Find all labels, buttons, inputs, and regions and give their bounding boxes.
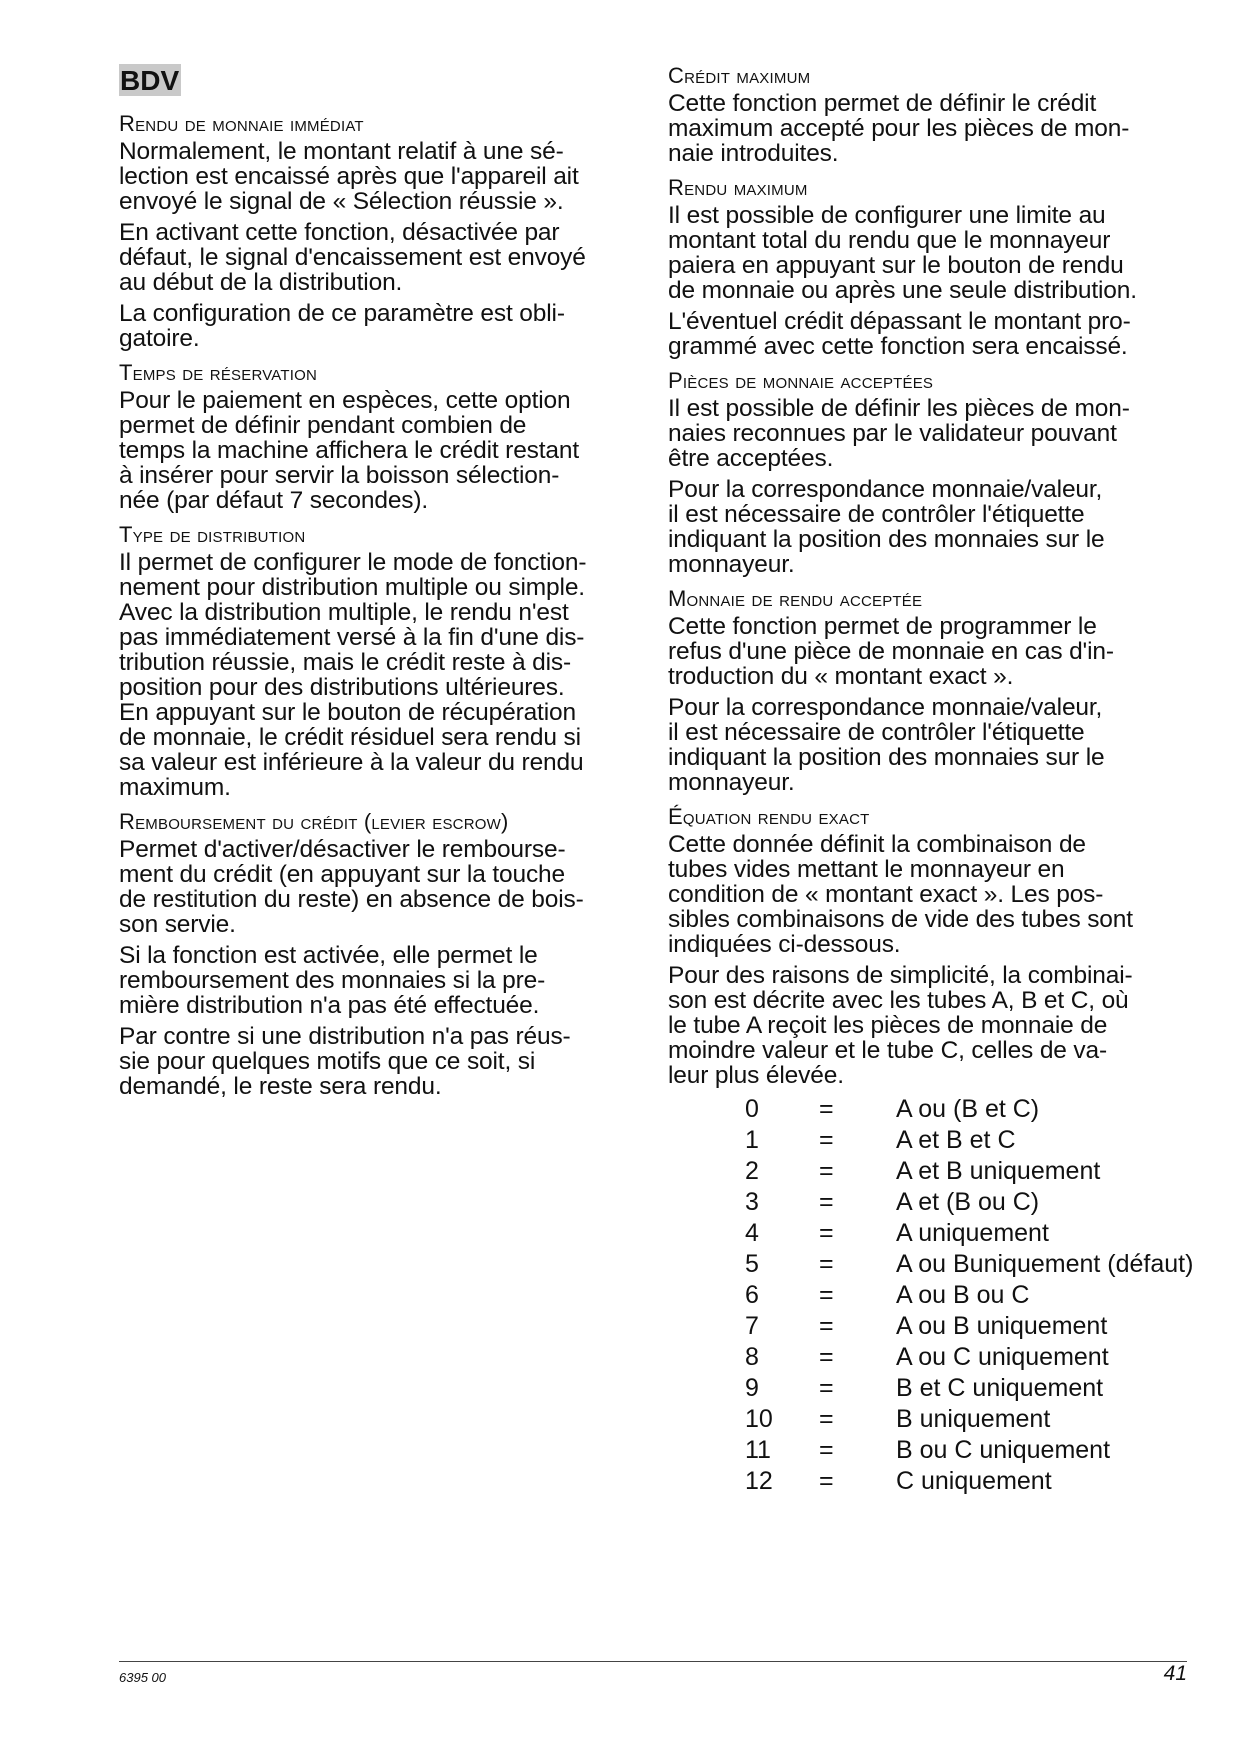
section-heading: Rendu maximum (668, 175, 808, 200)
equation-num: 10 (745, 1405, 773, 1433)
equation-sym: = (819, 1188, 834, 1216)
paragraph: Si la fonction est activée, elle permet le remboursement des monnaies si la pre- mière distribution n'a pas été effectuée. (119, 942, 546, 1019)
equation-num: 7 (745, 1312, 759, 1340)
equation-num: 6 (745, 1281, 759, 1309)
equation-num: 11 (745, 1436, 771, 1464)
equation-row (668, 1342, 1203, 1373)
equation-val: A et B uniquement (896, 1157, 1101, 1185)
section-heading: Type de distribution (119, 522, 306, 547)
equation-sym: = (819, 1312, 834, 1340)
paragraph: Cette fonction permet de définir le crédit maximum accepté pour les pièces de mon- naie introduites. (668, 90, 1130, 167)
equation-val-suffix: uniquement (défaut) (969, 1250, 1194, 1278)
section-heading: Temps de réservation (119, 360, 318, 385)
paragraph: Normalement, le montant relatif à une sé- lection est encaissé après que l'appareil ait envoyé le signal de « Sélection réussie ». (119, 138, 579, 215)
equation-sym: = (819, 1281, 834, 1309)
right-column (668, 64, 1203, 1497)
page-number: 41 (1163, 1662, 1187, 1685)
equation-row (668, 1125, 1203, 1156)
equation-num: 5 (745, 1250, 759, 1278)
section-heading: Monnaie de rendu acceptée (668, 586, 923, 611)
equation-val: A ou C uniquement (896, 1343, 1109, 1371)
equation-num: 12 (745, 1467, 773, 1495)
section-heading: Équation rendu exact (668, 804, 870, 829)
equation-num: 1 (745, 1126, 759, 1154)
paragraph: Par contre si une distribution n'a pas réus- sie pour quelques motifs que ce soit, si demandé, le reste sera rendu. (119, 1023, 571, 1100)
equation-sym: = (819, 1374, 834, 1402)
equation-row (668, 1311, 1203, 1342)
paragraph: Cette donnée définit la combinaison de tubes vides mettant le monnayeur en condition de « montant exact ». Les pos- sibles combinaisons de vide des tubes sont indiquées ci-dessous. (668, 831, 1133, 958)
equation-val: A ou B uniquement (896, 1312, 1108, 1340)
equation-sym: = (819, 1343, 834, 1371)
equation-sym: = (819, 1250, 834, 1278)
paragraph: Pour la correspondance monnaie/valeur, il est nécessaire de contrôler l'étiquette indiquant la position des monnaies sur le monnayeur. (668, 694, 1105, 796)
paragraph: Permet d'activer/désactiver le rembourse- ment du crédit (en appuyant sur la touche de restitution du reste) en absence de bois- son servie. (119, 836, 584, 938)
paragraph: Pour des raisons de simplicité, la combinai- son est décrite avec les tubes A, B et C, où le tube A reçoit les pièces de monnaie de moindre valeur et le tube C, celles de va- leur plus élevée. (668, 962, 1133, 1089)
document-code: 6395 00 (119, 1670, 166, 1685)
equation-val: C uniquement (896, 1467, 1052, 1495)
paragraph: Pour la correspondance monnaie/valeur, il est nécessaire de contrôler l'étiquette indiquant la position des monnaies sur le monnayeur. (668, 476, 1105, 578)
left-column (119, 64, 647, 1105)
equation-table (668, 1094, 1203, 1497)
equation-sym: = (819, 1095, 834, 1123)
section-badge: BDV (120, 65, 180, 96)
equation-val: A ou B ou C (896, 1281, 1030, 1309)
equation-sym: = (819, 1405, 834, 1433)
section-heading: Rendu de monnaie immédiat (119, 111, 364, 136)
equation-num: 8 (745, 1343, 759, 1371)
equation-row (668, 1373, 1203, 1404)
section-heading: Pièces de monnaie acceptées (668, 368, 934, 393)
paragraph: La configuration de ce paramètre est obli- gatoire. (119, 300, 565, 352)
equation-val: A ou (B et C) (896, 1095, 1040, 1123)
equation-val: A et (B ou C) (896, 1188, 1040, 1216)
equation-val: B uniquement (896, 1405, 1051, 1433)
equation-sym: = (819, 1436, 834, 1464)
paragraph: Pour le paiement en espèces, cette option permet de définir pendant combien de temps la machine affichera le crédit restant à insérer pour servir la boisson sélection- née (par défaut 7 secondes). (119, 387, 580, 514)
equation-row (668, 1156, 1203, 1187)
equation-row (668, 1187, 1203, 1218)
equation-num: 4 (745, 1219, 759, 1247)
equation-num: 9 (745, 1374, 759, 1402)
equation-val: B et C uniquement (896, 1374, 1104, 1402)
equation-sym: = (819, 1157, 834, 1185)
equation-sym: = (819, 1219, 834, 1247)
section-heading: Remboursement du crédit (levier escrow) (119, 809, 509, 834)
footer-divider (119, 1661, 1187, 1662)
paragraph: Il est possible de configurer une limite au montant total du rendu que le monnayeur paiera en appuyant sur le bouton de rendu de monnaie ou après une seule distribution. (668, 202, 1137, 304)
paragraph: En activant cette fonction, désactivée par défaut, le signal d'encaissement est envoyé au début de la distribution. (119, 219, 586, 296)
paragraph: Cette fonction permet de programmer le refus d'une pièce de monnaie en cas d'in- troduction du « montant exact ». (668, 613, 1114, 690)
equation-row (668, 1249, 1203, 1280)
equation-sym: = (819, 1126, 834, 1154)
equation-num: 3 (745, 1188, 759, 1216)
equation-val: A et B et C (896, 1126, 1016, 1154)
equation-row (668, 1280, 1203, 1311)
equation-row (668, 1218, 1203, 1249)
equation-row (668, 1404, 1203, 1435)
paragraph: L'éventuel crédit dépassant le montant pro- grammé avec cette fonction sera encaissé. (668, 308, 1131, 360)
left-sections (119, 112, 647, 1099)
equation-sym: = (819, 1467, 834, 1495)
equation-row (668, 1435, 1203, 1466)
equation-val: A uniquement (896, 1219, 1049, 1247)
equation-row (668, 1466, 1203, 1497)
equation-num: 2 (745, 1157, 759, 1185)
equation-val: B ou C uniquement (896, 1436, 1111, 1464)
paragraph: Il est possible de définir les pièces de mon- naies reconnues par le validateur pouvant être acceptées. (668, 395, 1130, 472)
equation-val: A ou B (896, 1250, 970, 1278)
paragraph: Il permet de configurer le mode de fonction- nement pour distribution multiple ou simple. Avec la distribution multiple, le rendu n'est pas immédiatement versé à la fin d'une dis- tribution réussie, mais le crédit reste à dis- position pour des distributions ultérieures. En appuyant sur le bouton de récupération de monnaie, le crédit résiduel sera rendu si sa valeur est inférieure à la valeur du rendu maximum. (119, 549, 587, 801)
section-heading: Crédit maximum (668, 63, 811, 88)
equation-num: 0 (745, 1095, 759, 1123)
right-sections (668, 64, 1203, 1088)
equation-row (668, 1094, 1203, 1125)
